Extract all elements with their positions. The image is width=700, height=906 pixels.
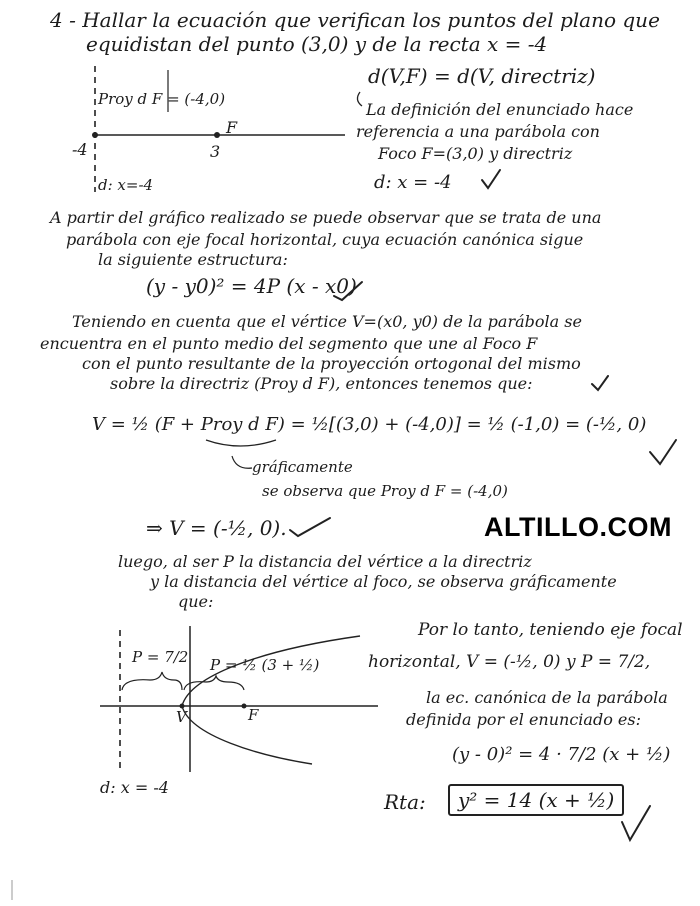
canonical-equation: (y - y0)² = 4P (x - x0) — [146, 274, 357, 298]
fig1-focus-label: F — [226, 118, 238, 137]
distance-equality: d(V,F) = d(V, directriz) — [368, 64, 596, 88]
altillo-watermark: ALTILLO.COM — [484, 512, 672, 542]
conclusion-line-2: horizontal, V = (-½, 0) y P = 7/2, — [368, 652, 651, 672]
fig1-note-arrow — [357, 92, 362, 106]
checkmark-icon — [334, 282, 362, 300]
fig1-tick-neg4: -4 — [72, 140, 88, 159]
fig2-f-label: F — [248, 706, 259, 724]
fig2-parabola — [182, 636, 360, 764]
definition-line-2: referencia a una parábola con — [356, 122, 600, 141]
para3-line-3: que: — [178, 592, 214, 611]
para2-line-4: sobre la directriz (Proy d F), entonces tenemos que: — [110, 374, 533, 393]
checkmark-icon — [290, 518, 330, 536]
fig2-right-brace — [184, 676, 244, 690]
answer-value: y² = 14 (x + ½) — [458, 788, 615, 812]
vertex-result: ⇒ V = (-½, 0). — [146, 516, 287, 540]
para2-line-2: encuentra en el punto medio del segmento que une al Foco F — [40, 334, 538, 353]
para3-line-2: y la distancia del vértice al foco, se observa gráficamente — [150, 572, 617, 591]
checkmark-icon — [622, 806, 650, 840]
fig2-p-left: P = 7/2 — [132, 648, 189, 666]
conclusion-equation: (y - 0)² = 4 · 7/2 (x + ½) — [452, 744, 671, 765]
definition-line-3: Foco F=(3,0) y directriz — [378, 144, 573, 163]
checkmark-icon — [482, 170, 500, 188]
vertex-equation: V = ½ (F + Proy d F) = ½[(3,0) + (-4,0)] = ½ (-1,0) = (-½, 0) — [92, 414, 647, 435]
checkmark-icon — [650, 440, 676, 464]
fig2-v-label: V — [176, 708, 187, 726]
graphic-note-2: se observa que Proy d F = (-4,0) — [262, 482, 508, 500]
fig2-directrix-label: d: x = -4 — [100, 778, 169, 797]
para2-line-3: con el punto resultante de la proyección ortogonal del mismo — [82, 354, 581, 373]
fig2-left-brace — [122, 672, 182, 690]
fig1-projection-point — [92, 132, 98, 138]
para1-line-1: A partir del gráfico realizado se puede observar que se trata de una — [50, 208, 602, 227]
proj-underbrace — [206, 440, 276, 446]
para2-line-1: Teniendo en cuenta que el vértice V=(x0, y0) de la parábola se — [72, 312, 582, 331]
fig1-projection-label: Proy d F = (-4,0) — [98, 90, 226, 108]
directrix-equation: d: x = -4 — [374, 172, 452, 193]
conclusion-line-4: definida por el enunciado es: — [406, 710, 641, 729]
para3-line-1: luego, al ser P la distancia del vértice a la directriz — [118, 552, 532, 571]
fig2-vertex-point — [180, 704, 185, 709]
answer-label: Rta: — [384, 790, 426, 814]
conclusion-line-3: la ec. canónica de la parábola — [426, 688, 668, 707]
fig1-directrix-label: d: x=-4 — [98, 176, 154, 194]
checkmark-icon — [592, 376, 608, 390]
fig1-tick-3: 3 — [210, 142, 221, 161]
conclusion-line-1: Por lo tanto, teniendo eje focal — [418, 620, 683, 640]
graphic-note-arrow — [232, 456, 252, 468]
fig2-focus-point — [242, 704, 247, 709]
para1-line-2: parábola con eje focal horizontal, cuya ecuación canónica sigue — [66, 230, 584, 249]
fig1-focus-point — [214, 132, 220, 138]
graphic-note-1: gráficamente — [252, 458, 353, 476]
problem-line-1: 4 - Hallar la ecuación que verifican los puntos del plano que — [50, 8, 660, 32]
para1-line-3: la siguiente estructura: — [98, 250, 288, 269]
fig2-p-right: P = ½ (3 + ½) — [210, 656, 320, 674]
definition-line-1: La definición del enunciado hace — [366, 100, 634, 119]
problem-line-2: equidistan del punto (3,0) y de la recta x = -4 — [86, 32, 548, 56]
